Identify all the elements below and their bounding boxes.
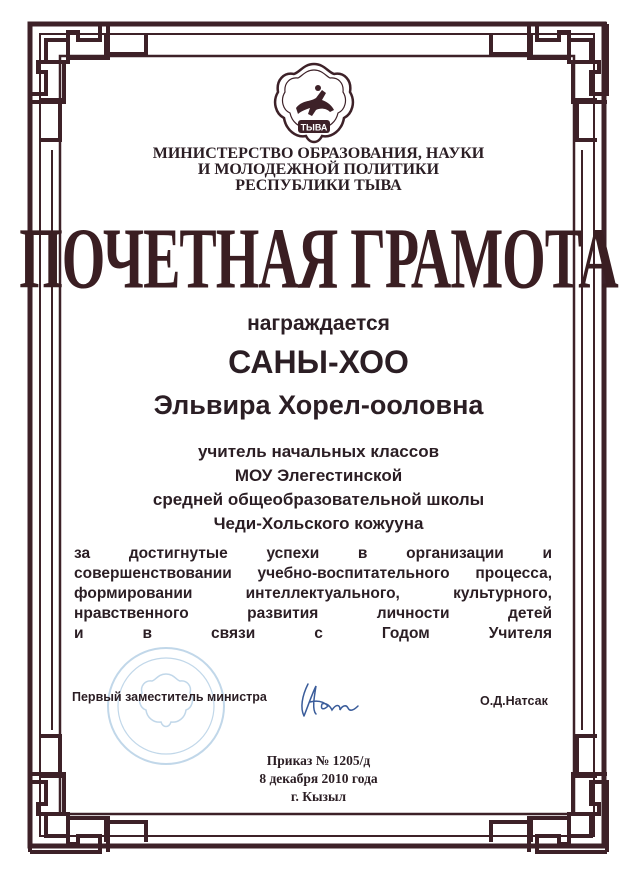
reason-line: формировании интеллектуального, культурного, — [74, 585, 552, 602]
position-line: средней общеобразовательной школы — [152, 490, 485, 509]
recipient-position — [0, 440, 637, 536]
ministry-line: И МОЛОДЕЖНОЙ ПОЛИТИКИ — [197, 161, 440, 178]
signer-name: О.Д.Натсак — [480, 694, 548, 708]
certificate-title: ПОЧЕТНАЯ ГРАМОТА — [19, 211, 618, 308]
handwritten-signature — [294, 676, 364, 724]
reason-line: нравственного развития личности детей — [74, 605, 552, 622]
signer-title: Первый заместитель министра — [72, 690, 267, 704]
reason-line: за достигнутые успехи в организации и — [74, 545, 552, 562]
recipient-name: Эльвира Хорел-ооловна — [153, 390, 484, 420]
emblem-label: ТЫВА — [300, 122, 328, 133]
award-reason — [74, 544, 552, 644]
order-city: г. Кызыл — [290, 789, 347, 804]
awarded-label: награждается — [247, 312, 390, 335]
reason-line: и в связи с Годом Учителя — [74, 625, 552, 642]
position-line: МОУ Элегестинской — [234, 466, 403, 485]
position-line: учитель начальных классов — [197, 442, 440, 461]
position-line: Чеди-Хольского кожууна — [213, 514, 424, 533]
order-details — [0, 752, 637, 806]
order-date: 8 декабря 2010 года — [259, 771, 378, 786]
order-number: Приказ № 1205/д — [266, 753, 371, 768]
recipient-surname: САНЫ-ХОО — [228, 344, 409, 380]
ministry-line: МИНИСТЕРСТВО ОБРАЗОВАНИЯ, НАУКИ — [152, 145, 485, 162]
tuva-emblem-icon — [272, 60, 356, 146]
ministry-heading — [0, 146, 637, 194]
official-stamp — [104, 644, 228, 768]
reason-line: совершенствовании учебно-воспитательного процесса, — [74, 565, 552, 582]
ministry-line: РЕСПУБЛИКИ ТЫВА — [235, 177, 402, 194]
